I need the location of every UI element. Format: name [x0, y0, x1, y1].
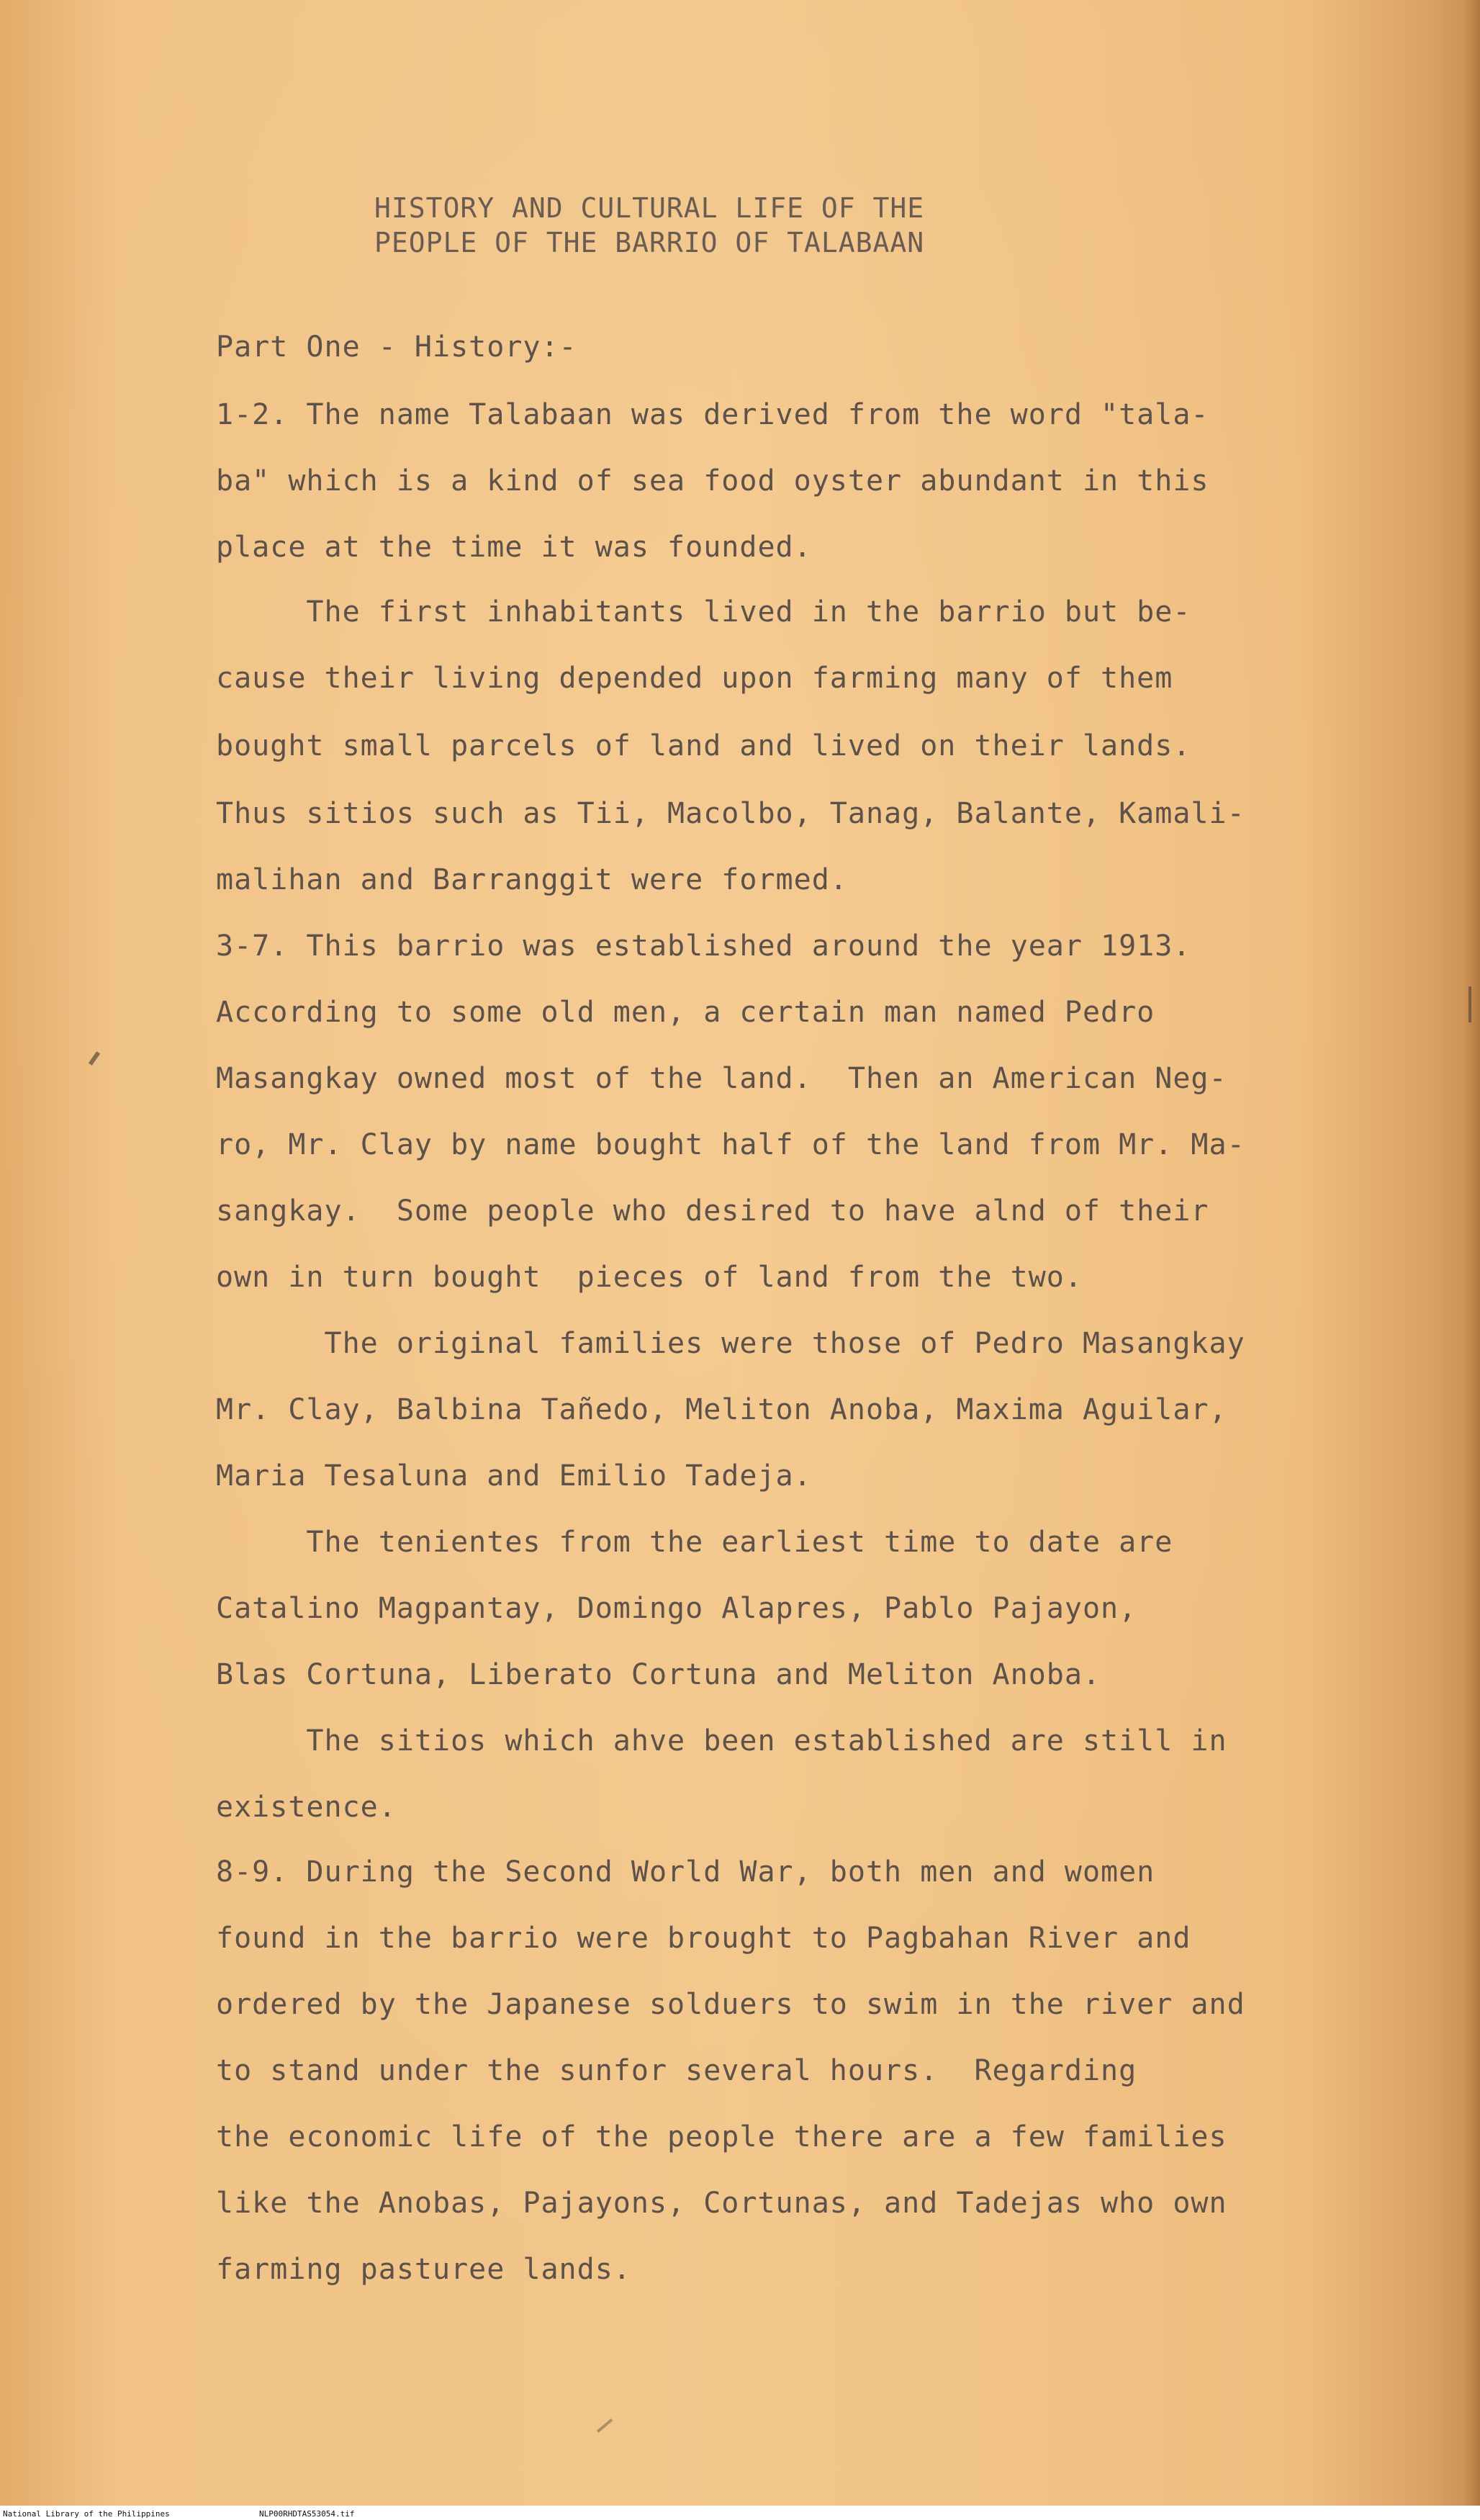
text-line: bought small parcels of land and lived on their lands.: [216, 729, 1191, 762]
text-line: cause their living depended upon farming many of them: [216, 662, 1173, 695]
edge-mark: [1468, 986, 1471, 1022]
text-line: Masangkay owned most of the land. Then an American Neg-: [216, 1062, 1227, 1095]
text-line: The original families were those of Pedro Masangkay: [216, 1327, 1245, 1360]
text-line: Thus sitios such as Tii, Macolbo, Tanag, Balante, Kamali-: [216, 797, 1245, 830]
text-line: ro, Mr. Clay by name bought half of the land from Mr. Ma-: [216, 1128, 1245, 1161]
text-line: farming pasturee lands.: [216, 2253, 631, 2286]
text-line: Maria Tesaluna and Emilio Tadeja.: [216, 1459, 812, 1493]
ink-speck: [89, 1051, 100, 1066]
text-line: sangkay. Some people who desired to have alnd of their: [216, 1194, 1209, 1228]
text-line: Mr. Clay, Balbina Tañedo, Meliton Anoba, Maxima Aguilar,: [216, 1393, 1227, 1426]
text-line: ba" which is a kind of sea food oyster abundant in this: [216, 464, 1209, 498]
text-line: Catalino Magpantay, Domingo Alapres, Pablo Pajayon,: [216, 1592, 1137, 1625]
footer-file-id: NLP00RHDTAS53054.tif: [259, 2509, 355, 2519]
pencil-stroke: [597, 2418, 613, 2433]
title-line-1: HISTORY AND CULTURAL LIFE OF THE: [374, 192, 925, 224]
text-line: ordered by the Japanese solduers to swim in the river and: [216, 1988, 1245, 2021]
text-line: own in turn bought pieces of land from the two.: [216, 1261, 1083, 1294]
text-line: like the Anobas, Pajayons, Cortunas, and Tadejas who own: [216, 2187, 1227, 2220]
text-line: place at the time it was founded.: [216, 531, 812, 564]
text-line: The sitios which ahve been established are still in: [216, 1724, 1227, 1758]
scan-footer: [0, 2506, 1480, 2520]
text-line: 1-2. The name Talabaan was derived from the word "tala-: [216, 398, 1209, 431]
text-line: According to some old men, a certain man named Pedro: [216, 996, 1155, 1029]
page-edge-shadow: [1464, 0, 1480, 2520]
text-line: existence.: [216, 1791, 397, 1824]
text-line: the economic life of the people there are a few families: [216, 2120, 1227, 2154]
footer-library: National Library of the Philippines: [3, 2509, 170, 2519]
section-heading: Part One - History:-: [216, 330, 577, 364]
text-line: 3-7. This barrio was established around the year 1913.: [216, 930, 1191, 963]
text-line: Blas Cortuna, Liberato Cortuna and Meliton Anoba.: [216, 1658, 1101, 1691]
text-line: to stand under the sunfor several hours. Regarding: [216, 2054, 1137, 2087]
text-line: The tenientes from the earliest time to date are: [216, 1526, 1173, 1559]
title-line-2: PEOPLE OF THE BARRIO OF TALABAAN: [374, 227, 925, 258]
text-line: malihan and Barranggit were formed.: [216, 863, 848, 896]
text-line: found in the barrio were brought to Pagbahan River and: [216, 1922, 1191, 1955]
text-line: 8-9. During the Second World War, both men and women: [216, 1855, 1155, 1889]
text-line: The first inhabitants lived in the barrio but be-: [216, 595, 1191, 629]
